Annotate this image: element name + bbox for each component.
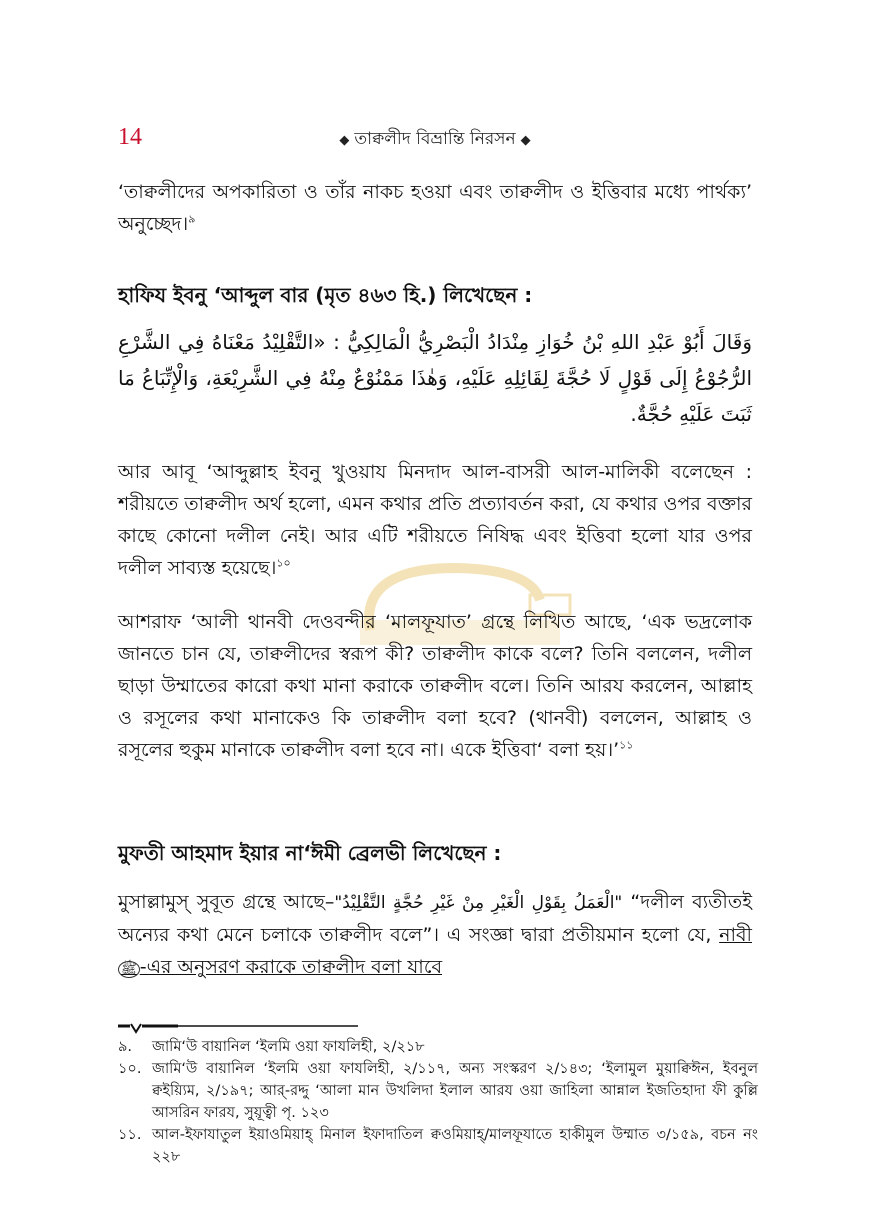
arabic-quote-block (118, 324, 752, 432)
footnote-item (118, 1058, 758, 1124)
salawat-icon: ﷺ (118, 961, 140, 978)
footnote-text: জামি‘উ বায়ানিল ‘ইলমি ওয়া ফাযলিহী, ২/১১৭, অন্য সংস্করণ ২/১৪৩; ‘ইলামুল মুয়াক্বিঈন, ইবনুল ক্বইয়্যিম, ২/১৯৭; আর্-রদ্দু ‘আলা মান উখলিদা ইলাল আরয ওয়া জাহিলা আন্নাল ইজতিহাদা ফী কুল্লি আসরিন ফারয, সুয়ূত্বী পৃ. ১২৩ (152, 1061, 758, 1121)
arabic-quote: وَقَالَ أَبُوْ عَبْدِ اللهِ بْنُ خُوَازِ مِنْدَادُ الْبَصْرِيُّ الْمَالِكِيُّ : «التَّقْلِيْدُ مَعْنَاهُ فِي الشَّرْعِ الرُّجُوْعُ إِلَى قَوْلٍ لَا حُجَّةَ لِقَائِلِهِ عَلَيْهِ، وَهٰذَا مَمْنُوْعٌ مِنْهُ فِي الشَّرِيْعَةِ، وَالْإِتِّبَاعُ مَا ثَبَتَ عَلَيْهِ حُجَّةٌ. (118, 330, 752, 426)
footnote-divider (118, 1022, 358, 1036)
footnote-ref[interactable]: ১১ (619, 738, 634, 752)
running-title: তাক্বলীদ বিভ্রান্তি নিরসন (354, 129, 516, 149)
diamond-ornament-icon: ◆ (339, 133, 350, 148)
section-heading (118, 280, 752, 310)
heading-naimi: মুফতী আহমাদ ইয়ার না‘ঈমী ব্রেলভী লিখেছেন : (118, 841, 502, 865)
footnote-ref[interactable]: ১০ (276, 556, 291, 570)
intro-text: ‘তাক্বলীদের অপকারিতা ও তাঁর নাকচ হওয়া এবং তাক্বলীদ ও ইত্তিবার মধ্যে পার্থক্য’ অনুচ্ছেদ। (118, 181, 752, 235)
footnote-item (118, 1124, 758, 1168)
footnote-number: ১০. (118, 1061, 142, 1077)
footnotes (118, 1036, 758, 1168)
footnote-item (118, 1036, 758, 1058)
heading-ibn-abd-al-barr: হাফিয ইবনু ‘আব্দুল বার (মৃত ৪৬৩ হি.) লিখেছেন : (118, 283, 533, 307)
intro-paragraph (118, 176, 752, 240)
last-prefix: মুসাল্লামুস্ সুবূত গ্রন্থে আছে– (118, 891, 335, 913)
underlined-text-b: -এর অনুসরণ করাকে তাক্বলীদ বলা যাবে (139, 956, 443, 978)
footnote-ref[interactable]: ৯ (188, 212, 196, 226)
diamond-ornament-icon: ◆ (520, 133, 531, 148)
thanvi-text: আশরাফ ‘আলী থানবী দেওবন্দীর ‘মালফূযাত’ গ্রন্থে লিখিত আছে, ‘এক ভদ্রলোক জানতে চান যে, তাক্বলীদের স্বরূপ কী? তাক্বলীদ কাকে বলে? তিনি বললেন, দলীল ছাড়া উম্মাতের কারো কথা মানা করাকে তাক্বলীদ বলে। তিনি আরয করলেন, আল্লাহ ও রসূলের কথা মানাকেও কি তাক্বলীদ বলা হবে? (থানবী) বললেন, আল্লাহ ও রসূলের হুকুম মানাকে তাক্বলীদ বলা হবে না। একে ইত্তিবা‘ বলা হয়।’ (118, 611, 752, 761)
arabic-inline-definition: "الْعَمَلُ بِقَوْلِ الْغَيْرِ مِنْ غَيْرِ حُجَّةٍ التَّقْلِيْدُ" (334, 893, 623, 913)
thanvi-paragraph (118, 606, 752, 766)
translation-text: আর আবূ ‘আব্দুল্লাহ ইবনু খুওয়ায মিনদাদ আল-বাসরী আল-মালিকী বলেছেন : শরীয়তে তাক্বলীদ অর্থ হলো, এমন কথার প্রতি প্রত্যাবর্তন করা, যে কথার ওপর বক্তার কাছে কোনো দলীল নেই। আর এটি শরীয়তে নিষিদ্ধ এবং ইত্তিবা হলো যার ওপর দলীল সাব্যস্ত হয়েছে। (118, 461, 752, 579)
footnote-number: ১১. (118, 1127, 142, 1143)
footnote-text: জামি‘উ বায়ানিল ‘ইলমি ওয়া ফাযলিহী, ২/২১৮ (152, 1039, 425, 1055)
last-middle: “দলীল ব্যতীতই অন্যের কথা মেনে চলাকে তাক্বলীদ বলে”। এ সংজ্ঞা দ্বারা প্রতীয়মান হলো যে, (118, 891, 752, 946)
footnote-number: ৯. (118, 1039, 133, 1055)
page-number: 14 (118, 124, 142, 150)
translation-paragraph (118, 456, 752, 584)
running-head (0, 126, 870, 154)
footnote-text: আল-ইফাযাতুল ইয়াওমিয়াহ্ মিনাল ইফাদাতিল ক্বওমিয়াহ্/মালফূযাতে হাকীমুল উম্মাত ৩/১৫৯, বচন নং ২২৮ (152, 1127, 758, 1165)
last-paragraph (118, 886, 752, 986)
divider-chevron-icon (131, 1024, 141, 1032)
section-heading (118, 838, 752, 868)
underlined-text-a: নাবী (719, 924, 752, 946)
